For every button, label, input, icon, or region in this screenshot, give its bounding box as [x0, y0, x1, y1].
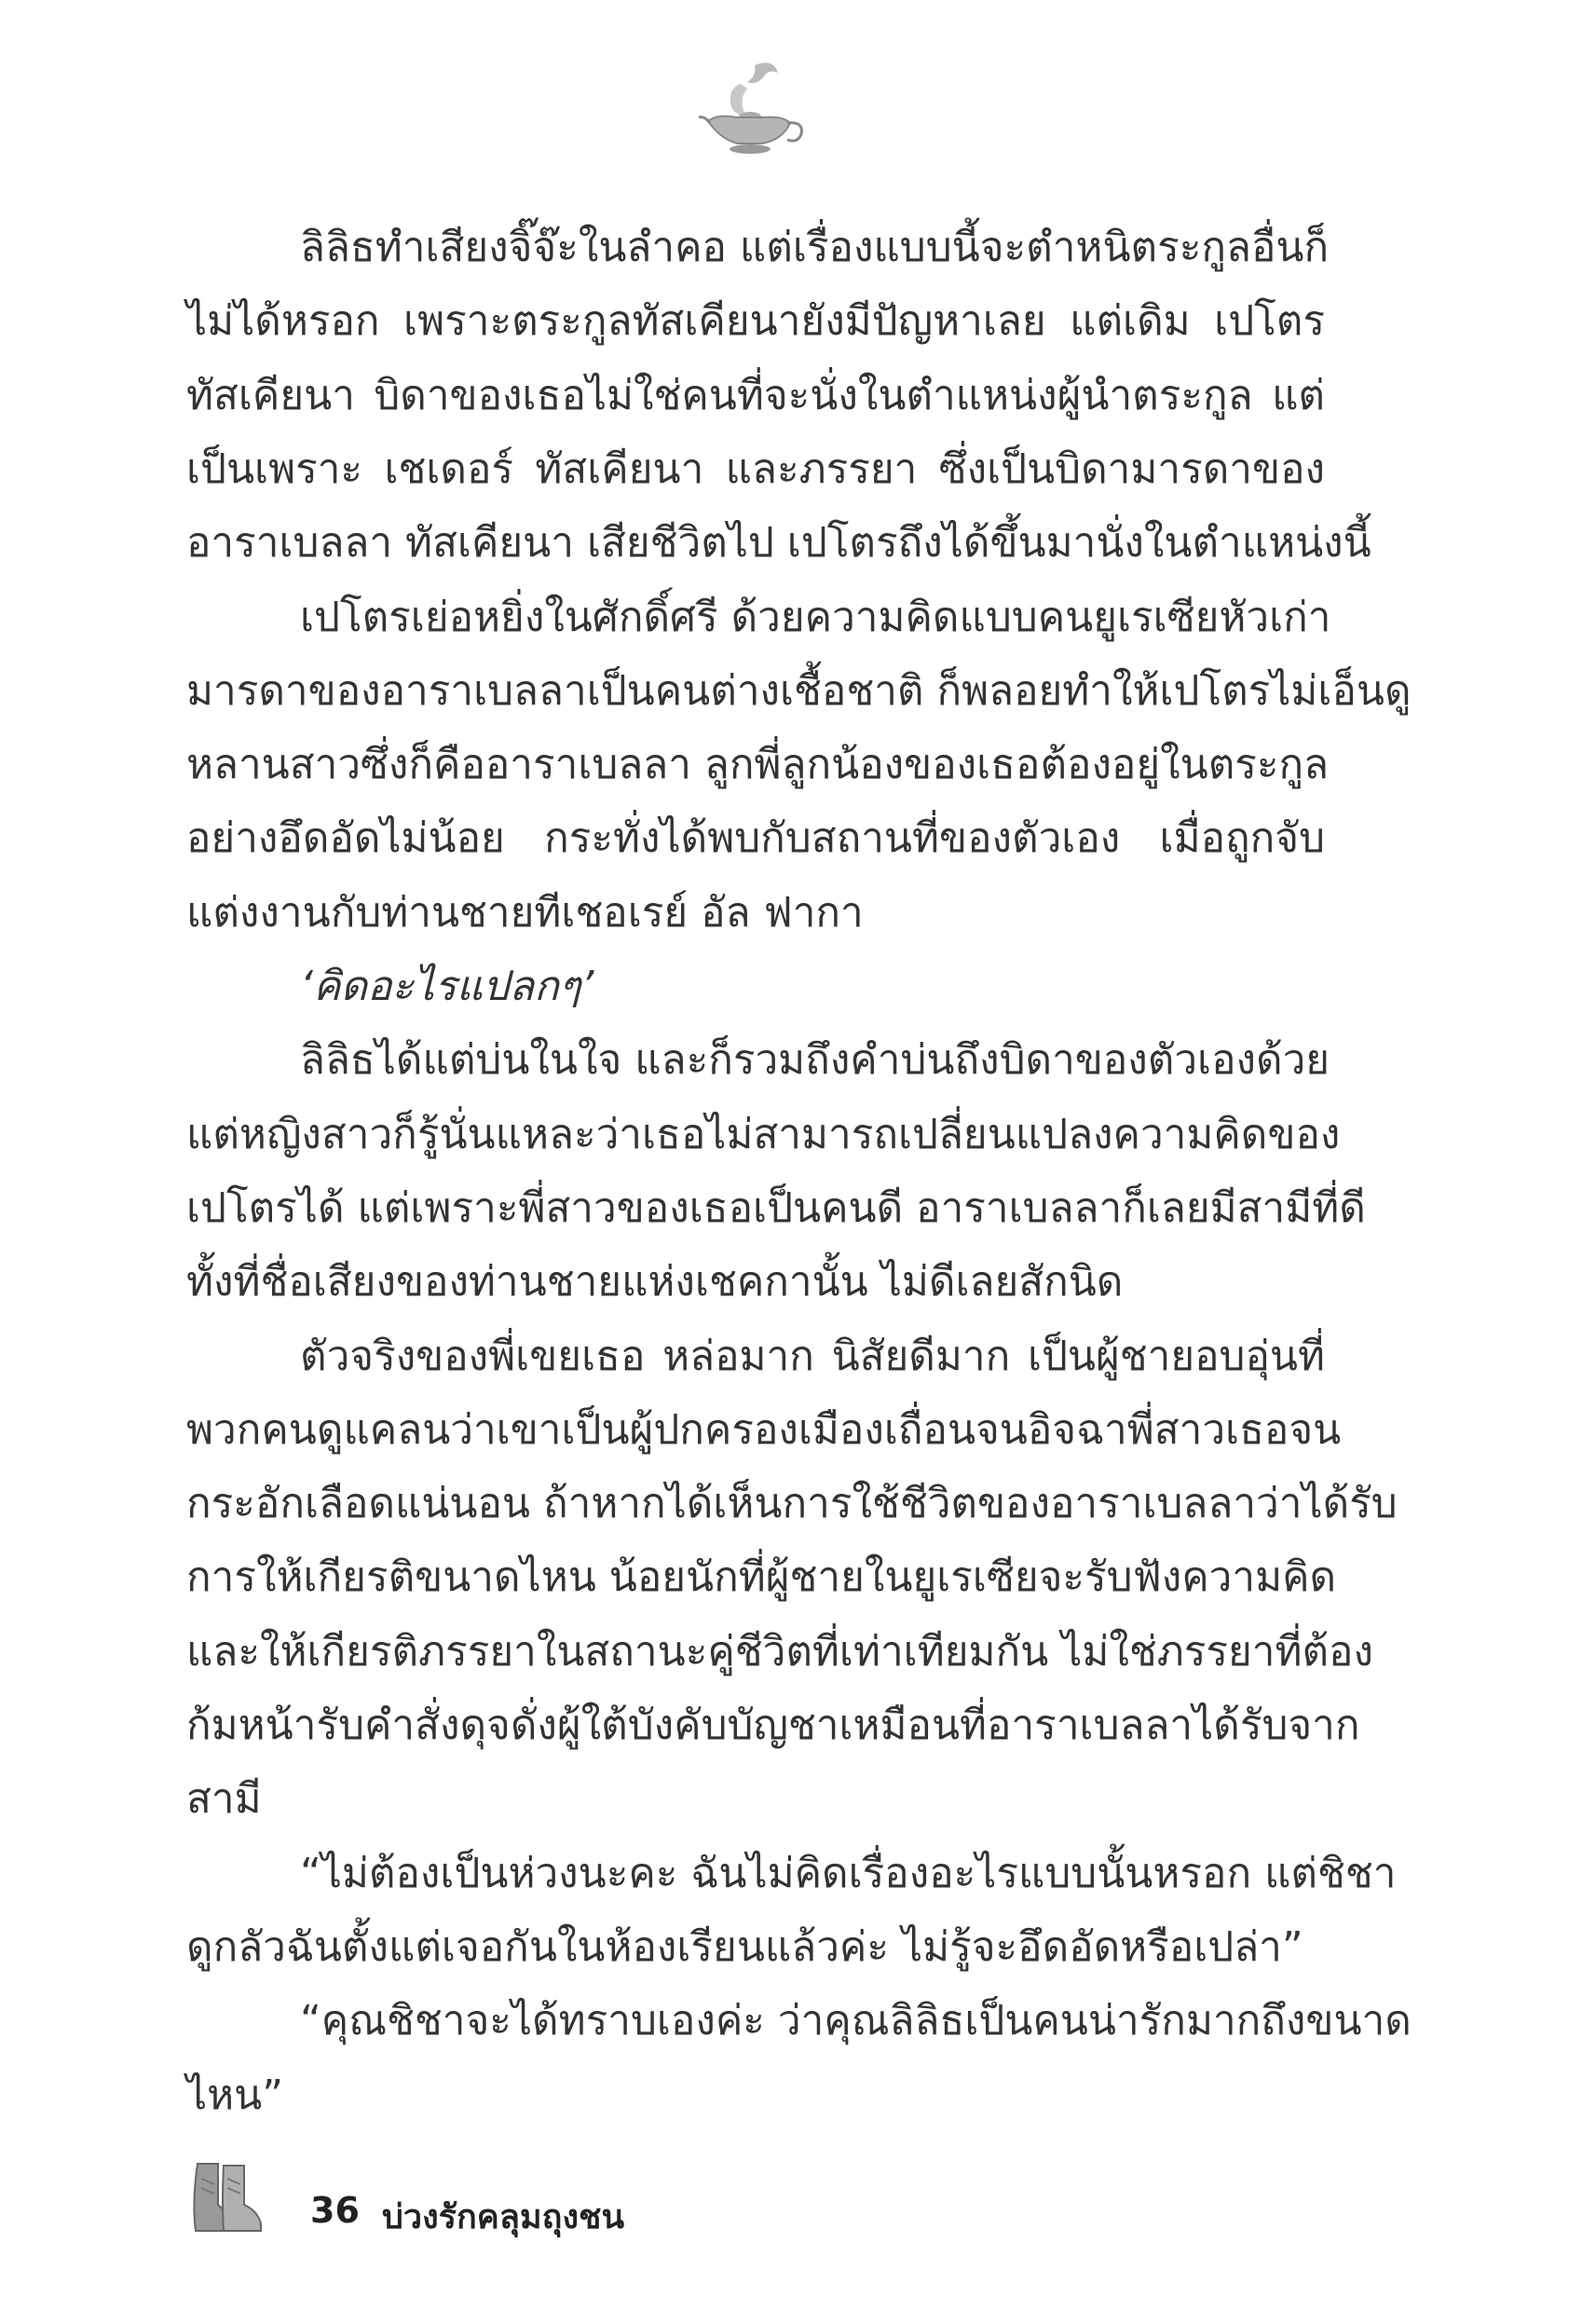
text-line: ก้มหน้ารับคำสั่งดุจดั่งผู้ใต้บังคับบัญชาเหมือนที่อาราเบลลาได้รับจาก — [186, 1702, 1360, 1749]
text-line: แต่งงานกับท่านชายทีเชอเรย์ อัล ฟากา — [186, 888, 864, 937]
text-line: ‘คิดอะไรแปลกๆ’ — [300, 963, 594, 1010]
genie-lamp-icon — [689, 56, 811, 158]
book-title: บ่วงรักคลุมถุงชน — [382, 2198, 625, 2236]
text-line: เปโตรได้ แต่เพราะพี่สาวของเธอเป็นคนดี อาราเบลลาก็เลยมีสามีที่ดี — [186, 1183, 1366, 1232]
text-line: ทั้งที่ชื่อเสียงของท่านชายแห่งเชคกานั้น ไม่ดีเลยสักนิด — [186, 1258, 1124, 1306]
text-line: อาราเบลลา ทัสเคียนา เสียชีวิตไป เปโตรถึงได้ขึ้นมานั่งในตำแหน่งนี้ — [186, 519, 1371, 567]
text-line: ไม่ได้หรอก เพราะตระกูลทัสเคียนายังมีปัญหาเลย แต่เดิม เปโตร — [186, 297, 1325, 346]
text-line: พวกคนดูแคลนว่าเขาเป็นผู้ปกครองเมืองเถื่อนจนอิจฉาพี่สาวเธอจน — [186, 1405, 1342, 1454]
text-line: กระอักเลือดแน่นอน ถ้าหากได้เห็นการใช้ชีวิตของอาราเบลลาว่าได้รับ — [186, 1480, 1398, 1528]
text-line: อย่างอึดอัดไม่น้อย กระทั่งได้พบกับสถานที่ของตัวเอง เมื่อถูกจับ — [186, 814, 1325, 863]
text-line: มารดาของอาราเบลลาเป็นคนต่างเชื้อชาติ ก็พลอยทำให้เปโตรไม่เอ็นดู — [186, 666, 1412, 715]
text-line: ดูกลัวฉันตั้งแต่เจอกันในห้องเรียนแล้วค่ะ ไม่รู้จะอึดอัดหรือเปล่า” — [186, 1922, 1303, 1971]
text-line: และให้เกียรติภรรยาในสถานะคู่ชีวิตที่เท่าเทียมกัน ไม่ใช่ภรรยาที่ต้อง — [186, 1627, 1373, 1675]
text-line: แต่หญิงสาวก็รู้นั่นแหละว่าเธอไม่สามารถเปลี่ยนแปลงความคิดของ — [186, 1110, 1341, 1158]
text-line: “ไม่ต้องเป็นห่วงนะคะ ฉันไม่คิดเรื่องอะไรแบบนั้นหรอก แต่ชิชา — [300, 1849, 1397, 1897]
text-line: “คุณชิชาจะได้ทราบเองค่ะ ว่าคุณลิลิธเป็นคนน่ารักมากถึงขนาด — [300, 1997, 1412, 2045]
text-line: ลิลิธทำเสียงจิ๊จ๊ะในลำคอ แต่เรื่องแบบนี้จะตำหนิตระกูลอื่นก็ — [300, 224, 1330, 271]
text-line: หลานสาวซึ่งก็คืออาราเบลลา ลูกพี่ลูกน้องของเธอต้องอยู่ในตระกูล — [186, 741, 1330, 789]
text-line: ตัวจริงของพี่เขยเธอ หล่อมาก นิสัยดีมาก เป็นผู้ชายอบอุ่นที่ — [300, 1332, 1325, 1380]
text-line: เปโตรเย่อหยิ่งในศักดิ์ศรี ด้วยความคิดแบบคนยูเรเซียหัวเก่า — [300, 593, 1331, 641]
text-line: การให้เกียรติขนาดไหน น้อยนักที่ผู้ชายในยูเรเซียจะรับฟังความคิด — [186, 1553, 1337, 1602]
page-number: 36 — [310, 2190, 360, 2231]
boots-icon — [190, 2160, 276, 2235]
text-line: ไหน” — [186, 2071, 284, 2119]
text-line: ทัสเคียนา บิดาของเธอไม่ใช่คนที่จะนั่งในตำแหน่งผู้นำตระกูล แต่ — [186, 371, 1325, 419]
text-line: เป็นเพราะ เชเดอร์ ทัสเคียนา และภรรยา ซึ่งเป็นบิดามารดาของ — [186, 444, 1325, 493]
text-line: สามี — [186, 1775, 262, 1824]
text-line: ลิลิธได้แต่บ่นในใจ และก็รวมถึงคำบ่นถึงบิดาของตัวเองด้วย — [300, 1036, 1330, 1085]
